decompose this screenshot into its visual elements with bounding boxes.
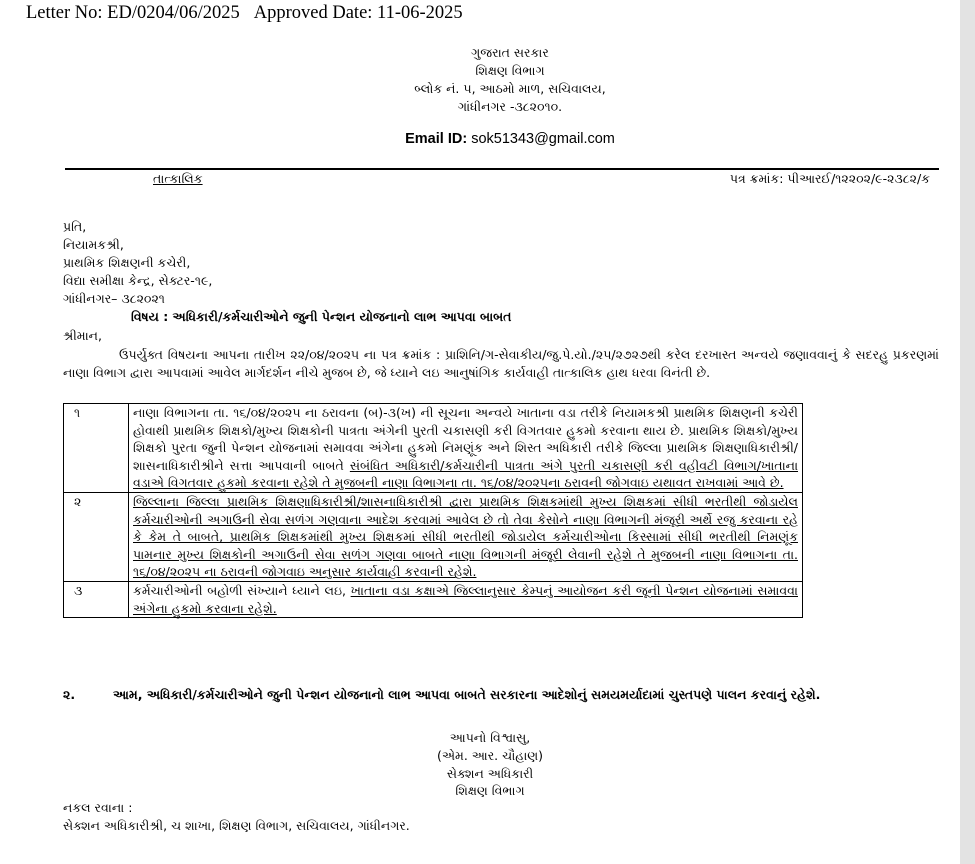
urgency-label: તાત્કાલિક (153, 171, 203, 186)
letterhead-address: બ્લોક નં. ૫, આઠમો માળ, સચિવાલય, (414, 81, 606, 96)
recipient-line-2: પ્રાથમિક શિક્ષણની કચેરી, (63, 255, 191, 270)
point-text (129, 581, 803, 617)
approved-date: Approved Date: 11-06-2025 (253, 3, 463, 23)
signatory-name: (એમ. આર. ચૌહાણ) (436, 748, 544, 763)
recipient-line-4: ગાંધીનગર– ૩૮૨૦૨૧ (63, 291, 165, 306)
guidance-table (63, 403, 803, 618)
table-row (64, 404, 803, 493)
point-underlined-text: સંબંધિત અધિકારી/કર્મચારીની પાત્રતા અંગે પુરતી ચકાસણી કરી વહીવટી વિભાગ/ખાતાના વડાએ વિગતવાર હુકમો કરવાના રહેશે તે મુજબની નાણા વિભાગના તા. ૧૬/૦૪/૨૦૨૫ના ઠરાવની જોગવાઇ યથાવત રાખવામાં આવે છે. (133, 457, 799, 491)
table-row (64, 492, 803, 581)
signatory-department: શિક્ષણ વિભાગ (455, 783, 525, 798)
intro-paragraph (63, 346, 939, 381)
salutation: શ્રીમાન, (63, 328, 102, 343)
recipient-line-1: નિયામકશ્રી, (63, 237, 124, 252)
table-row (64, 581, 803, 617)
subject-line: વિષય : અધિકારી/કર્મચારીઓને જુની પેન્શન યોજનાનો લાભ આપવા બાબત (131, 309, 512, 324)
copy-to-label: નકલ રવાના : (63, 800, 133, 815)
letterhead-department: શિક્ષણ વિભાગ (475, 63, 545, 78)
letter-meta (26, 3, 463, 24)
point-plain-text: નાણા વિભાગના તા. ૧૬/૦૪/૨૦૨૫ ના ઠરાવના (બ)-૩(ખ) ની સૂચના અન્વયે ખાતાના વડા તરીકે નિયામકશ્રી પ્રાથમિક શિક્ષણની કચેરી હોવાથી પ્રાથમિક શિક્ષકો/મુખ્ય શિક્ષકોની પાત્રતા અંગેની પુરતી ચકાસણી કરી વિગતવાર હુકમો કરવાના થાય છે. પ્રાથમિક શિક્ષકો/મુખ્ય શિક્ષકો પુરતા જુની પેન્શન યોજનામાં સમાવવા અંગેના હુકમો નિમણૂંક અને શિસ્ત અધિકારી તરીકે જિલ્લા પ્રાથમિક શિક્ષણાધિકારીશ્રી/શાસનાધિકારીશ્રીને સત્તા આપવાની બાબતે (133, 405, 798, 473)
point-text (129, 404, 803, 493)
signature-closing: આપનો વિશ્વાસુ, (449, 730, 531, 745)
letter-number: Letter No: ED/0204/06/2025 (26, 3, 240, 23)
reference-number: પત્ર ક્રમાંક: પીઆરઈ/૧૨૨૦૨/૯-૨૩૮૨/ક (729, 171, 930, 186)
point-number: ૩ (64, 581, 129, 617)
point-number: ૧ (64, 404, 129, 493)
final-point-text: આમ, અધિકારી/કર્મચારીઓને જુની પેન્શન યોજનાનો લાભ આપવા બાબતે સરકારના આદેશોનું સમયમર્યાદામાં ચુસ્તપણે પાલન કરવાનું રહેશે. (113, 687, 821, 702)
recipient-line-3: વિદ્યા સમીક્ષા કેન્દ્ર, સેક્ટર-૧૯, (63, 273, 213, 288)
email-address: sok51343@gmail.com (471, 131, 615, 147)
intro-text: ઉપર્યુક્ત વિષયના આપના તારીખ ૨૨/૦૪/૨૦૨૫ ના પત્ર ક્રમાંક : પ્રાશિનિ/ગ-સેવાકીય/જુ.પે.યો./૨૫/૨૭૨૭થી કરેલ દરખાસ્ત અન્વયે જણાવવાનું કે સદરહુ પ્રકરણમાં નાણા વિભાગ દ્વારા આપવામાં આવેલ માર્ગદર્શન નીચે મુજબ છે, જે ધ્યાને લઇ આનુષાંગિક કાર્યવાહી તાત્કાલિક હાથ ધરવા વિનંતી છે. (63, 347, 939, 380)
point-plain-text: કર્મચારીઓની બહોળી સંખ્યાને ધ્યાને લઇ, (133, 582, 346, 598)
signatory-designation: સેક્શન અધિકારી (446, 766, 534, 781)
email-line (320, 131, 700, 147)
letterhead-government: ગુજરાત સરકાર (471, 45, 549, 60)
point-text (129, 492, 803, 581)
recipient-to: પ્રતિ, (63, 219, 87, 234)
copy-to-recipient: સેક્શન અધિકારીશ્રી, ચ શાખા, શિક્ષણ વિભાગ, સચિવાલય, ગાંધીનગર. (63, 818, 410, 833)
final-point-number: ૨. (63, 687, 76, 702)
email-label: Email ID: (405, 131, 468, 147)
point-underlined-text: ખાતાના વડા કક્ષાએ જિલ્લાનુસાર કેમ્પનું આયોજન કરી જૂની પેન્શન યોજનામાં સમાવવા અંગેના હુકમો કરવાના રહેશે. (133, 582, 798, 616)
viewer-background-edge (960, 0, 975, 864)
point-number: ૨ (64, 492, 129, 581)
letterhead-city: ગાંધીનગર -૩૮૨૦૧૦. (457, 99, 563, 114)
final-instruction (63, 686, 939, 704)
point-underlined-text: જિલ્લાના જિલ્લા પ્રાથમિક શિક્ષણાધિકારીશ્રી/શાસનાધિકારીશ્રી દ્વારા પ્રાથમિક શિક્ષકમાંથી મુખ્ય શિક્ષકમાં સીધી ભરતીથી જોડાયેલ કર્મચારીઓની અગાઉની સેવા સળંગ ગણવાના આદેશ કરવામાં આવેલ છે તો તેવા કેસોને નાણા વિભાગની મંજૂરી અર્થે રજુ કરવાના રહે કે કેમ તે બાબતે, પ્રાથમિક શિક્ષકમાંથી મુખ્ય શિક્ષકમાં સીધી ભરતીથી જોડાયેલ કર્મચારીઓના કિસ્સામાં સીધી ભરતીથી નિમણૂંક પામનાર મુખ્ય શિક્ષકોની અગાઉની સેવા સળંગ ગણવા બાબતે નાણા વિભાગની મંજૂરી લેવાની રહેશે તે મુજબની નાણા વિભાગના તા. ૧૬/૦૪/૨૦૨૫ ના ઠરાવની જોગવાઇ અનુસાર કાર્યવાહી કરવાની રહેશે. (133, 493, 798, 580)
header-divider (65, 168, 939, 170)
